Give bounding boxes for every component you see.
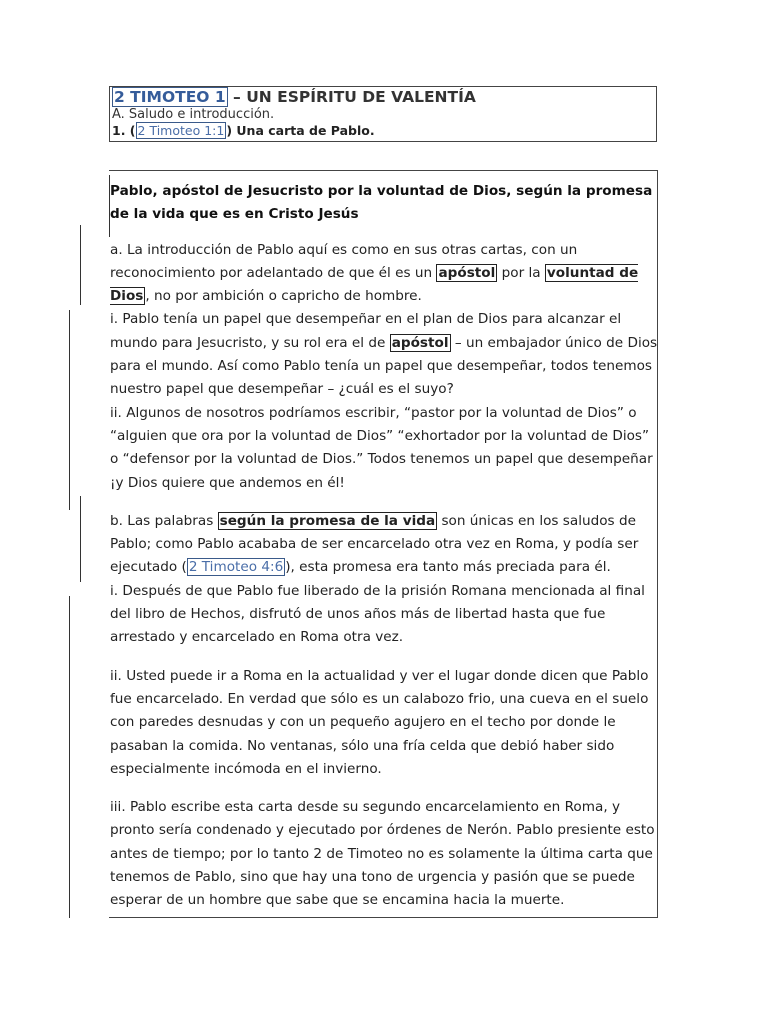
text-run: por la (497, 264, 545, 281)
text-run: a. La introducción de Pablo aquí es como en sus otras cartas, con un reconocimiento por adelantado de que él es un (110, 241, 578, 281)
text-run: – un embajador único de Dios para el mundo. Así como Pablo tenía un papel que desempeñar, todos tenemos nuestro papel que desempeñar – ¿cuál es el suyo? (110, 334, 658, 398)
paragraph-b-i: i. Después de que Pablo fue liberado de la prisión Romana mencionada al final del libro de Hechos, disfrutó de unos años más de libertad hasta que fue arrestado y encarcelado en Roma otra vez. (110, 582, 645, 646)
verse-ref-suffix: ) Una carta de Pablo. (226, 123, 375, 138)
paragraph-b-ii: ii. Usted puede ir a Roma en la actualidad y ver el lugar donde dicen que Pablo fue encarcelado. En verdad que sólo es un calabozo frio, una cueva en el suelo con paredes desnudas y con un pequeño agujero en el techo por donde le pasaban la comida. No ventanas, sólo una fría celda que debió haber sido especialmente incómoda en el invierno. (110, 667, 649, 777)
keyword-promesa: según la promesa de la vida (219, 512, 436, 529)
section-heading: A. Saludo e introducción. (112, 107, 275, 122)
keyword-apostol: apóstol (438, 264, 496, 281)
margin-bar (69, 310, 70, 510)
margin-bar (80, 225, 81, 305)
paragraph-a (110, 239, 658, 309)
paragraph-b-iii: iii. Pablo escribe esta carta desde su segundo encarcelamiento en Roma, y pronto sería condenado y ejecutado por órdenes de Nerón. Pablo presiente esto antes de tiempo; por lo tanto 2 de Timoteo no es solamente la última carta que tenemos de Pablo, sino que hay una tono de urgencia y pasión que se puede esperar de un hombre que sabe que se encamina hacia la muerte. (110, 799, 655, 909)
chapter-link[interactable]: 2 TIMOTEO 1 (114, 88, 226, 106)
margin-bar (80, 496, 81, 582)
verse-reference (112, 123, 654, 139)
text-run: , no por ambición o capricho de hombre. (145, 288, 422, 305)
paragraph-b (110, 510, 658, 580)
scripture-quote: Pablo, apóstol de Jesucristo por la voluntad de Dios, según la promesa de la vida que es en Cristo Jesús (110, 183, 653, 223)
paragraph-a-i (110, 308, 658, 401)
header-box (109, 86, 657, 142)
chapter-title-rest: – UN ESPÍRITU DE VALENTÍA (227, 88, 476, 106)
text-run: i. Pablo tenía un papel que desempeñar en el plan de Dios para alcanzar el mundo para Jesucristo, y su rol era el de (110, 311, 622, 351)
chapter-title (112, 88, 654, 107)
keyword-apostol-2: apóstol (391, 334, 449, 351)
margin-bar (69, 596, 70, 918)
verse-link-4-6[interactable]: 2 Timoteo 4:6 (188, 559, 284, 576)
paragraph-a-ii: ii. Algunos de nosotros podríamos escribir, “pastor por la voluntad de Dios” o “alguien que ora por la voluntad de Dios” “exhortador por la voluntad de Dios” o “defensor por la voluntad de Dios.” Todos tenemos un papel que desempeñar ¡y Dios quiere que andemos en él! (110, 404, 653, 491)
keyword-voluntad: voluntad de Dios (110, 264, 639, 305)
verse-link[interactable]: 2 Timoteo 1:1 (137, 123, 225, 138)
text-run: son únicas en los saludos de Pablo; como Pablo acababa de ser encarcelado otra vez en Roma, y podía ser ejecutado ( (110, 512, 639, 576)
commentary-text (110, 180, 658, 913)
verse-ref-prefix: 1. ( (112, 123, 136, 138)
text-run: b. Las palabras (110, 512, 218, 529)
text-run: ), esta promesa era tanto más preciada para él. (285, 559, 611, 576)
